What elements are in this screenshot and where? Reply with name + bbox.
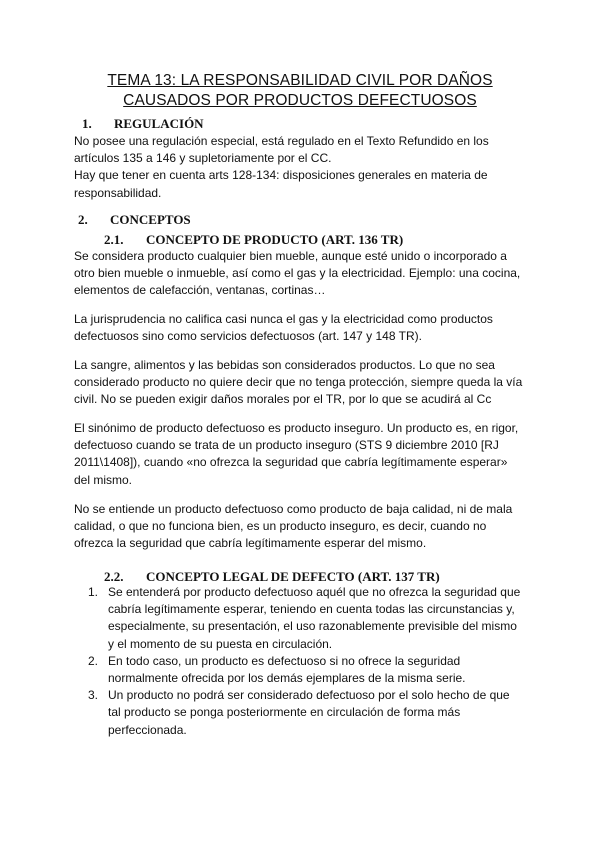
title-line: CAUSADOS POR PRODUCTOS DEFECTUOSOS (123, 92, 477, 109)
text-line: del mismo. (74, 472, 133, 487)
defect-definition-list (88, 584, 538, 739)
text-line: Un producto no podrá ser considerado defectuoso por el solo hecho de que (108, 688, 510, 703)
list-marker: 2. (88, 653, 99, 668)
paragraph-producto-3 (74, 357, 536, 409)
text-line: No se entiende un producto defectuoso como producto de baja calidad, ni de mala (74, 502, 513, 516)
text-line: otro bien mueble o inmueble, así como el gas y la electricidad. Ejemplo: una cocina, (74, 266, 521, 281)
paragraph-producto-1 (74, 248, 536, 300)
paragraph-producto-2 (74, 311, 536, 345)
text-line: Hay que tener en cuenta arts 128-134: disposiciones generales en materia de (74, 168, 488, 183)
text-line: El sinónimo de producto defectuoso es producto inseguro. Un producto es, en rigor, (74, 421, 519, 435)
text-line: artículos 135 a 146 y supletoriamente por el CC. (74, 151, 332, 166)
text-line: defectuoso cuando se trata de un producto inseguro (STS 9 diciembre 2010 [RJ (74, 438, 499, 453)
text-line: calidad, o que no funciona bien, es un producto inseguro, es decir, cuando no (74, 519, 487, 534)
heading-text: REGULACIÓN (114, 116, 204, 131)
list-item (88, 584, 538, 653)
paragraph-regulacion (74, 133, 536, 202)
text-line: civil. No se pueden exigir daños morales por el TR, por lo que se acudirá al Cc (74, 392, 492, 407)
text-line: responsabilidad. (74, 185, 162, 200)
text-line: y el momento de su puesta en circulación. (108, 636, 333, 651)
heading-number: 1. (82, 116, 92, 131)
heading-number: 2. (78, 212, 88, 227)
heading-text: CONCEPTO LEGAL DE DEFECTO (ART. 137 TR) (146, 569, 440, 584)
document-title (60, 71, 540, 111)
text-line: cabría legítimamente esperar, teniendo en cuenta todas las circunstancias y, (108, 602, 515, 617)
text-line: defectuosos sino como servicios defectuosos (art. 147 y 148 TR). (74, 329, 422, 344)
heading-number: 2.2. (104, 569, 124, 584)
text-line: normalmente ofrecida por los demás ejemplares de la misma serie. (108, 671, 466, 686)
text-line: especialmente, su presentación, el uso razonablemente previsible del mismo (108, 619, 517, 634)
text-line: elementos de calefacción, ventanas, cortinas… (74, 283, 326, 298)
text-line: Se considera producto cualquier bien mueble, aunque esté unido o incorporado a (74, 249, 507, 263)
title-line: TEMA 13: LA RESPONSABILIDAD CIVIL POR DAÑOS (107, 72, 493, 89)
heading-text: CONCEPTOS (110, 212, 191, 227)
paragraph-producto-5 (74, 501, 536, 553)
text-line: considerado producto no quiere decir que no tenga protección, siempre queda la vía (74, 375, 523, 390)
text-line: perfeccionada. (108, 722, 187, 737)
text-line: Se entenderá por producto defectuoso aquél que no ofrezca la seguridad que (108, 585, 521, 599)
list-marker: 1. (88, 585, 99, 599)
text-line: tal producto se ponga posteriormente en circulación de forma más (108, 705, 461, 720)
heading-number: 2.1. (104, 232, 124, 247)
list-marker: 3. (88, 688, 99, 703)
text-line: En todo caso, un producto es defectuoso si no ofrece la seguridad (108, 653, 461, 668)
list-item (88, 653, 538, 687)
text-line: La jurisprudencia no califica casi nunca el gas y la electricidad como productos (74, 312, 493, 326)
text-line: La sangre, alimentos y las bebidas son considerados productos. Lo que no sea (74, 358, 495, 372)
list-item (88, 687, 538, 739)
text-line: 2011\1408]), cuando «no ofrezca la seguridad que cabría legítimamente esperar» (74, 455, 508, 470)
heading-text: CONCEPTO DE PRODUCTO (ART. 136 TR) (146, 232, 404, 247)
text-line: No posee una regulación especial, está regulado en el Texto Refundido en los (74, 134, 489, 148)
text-line: ofrezca la seguridad que cabría legítimamente esperar del mismo. (74, 536, 427, 551)
paragraph-producto-4 (74, 420, 536, 489)
